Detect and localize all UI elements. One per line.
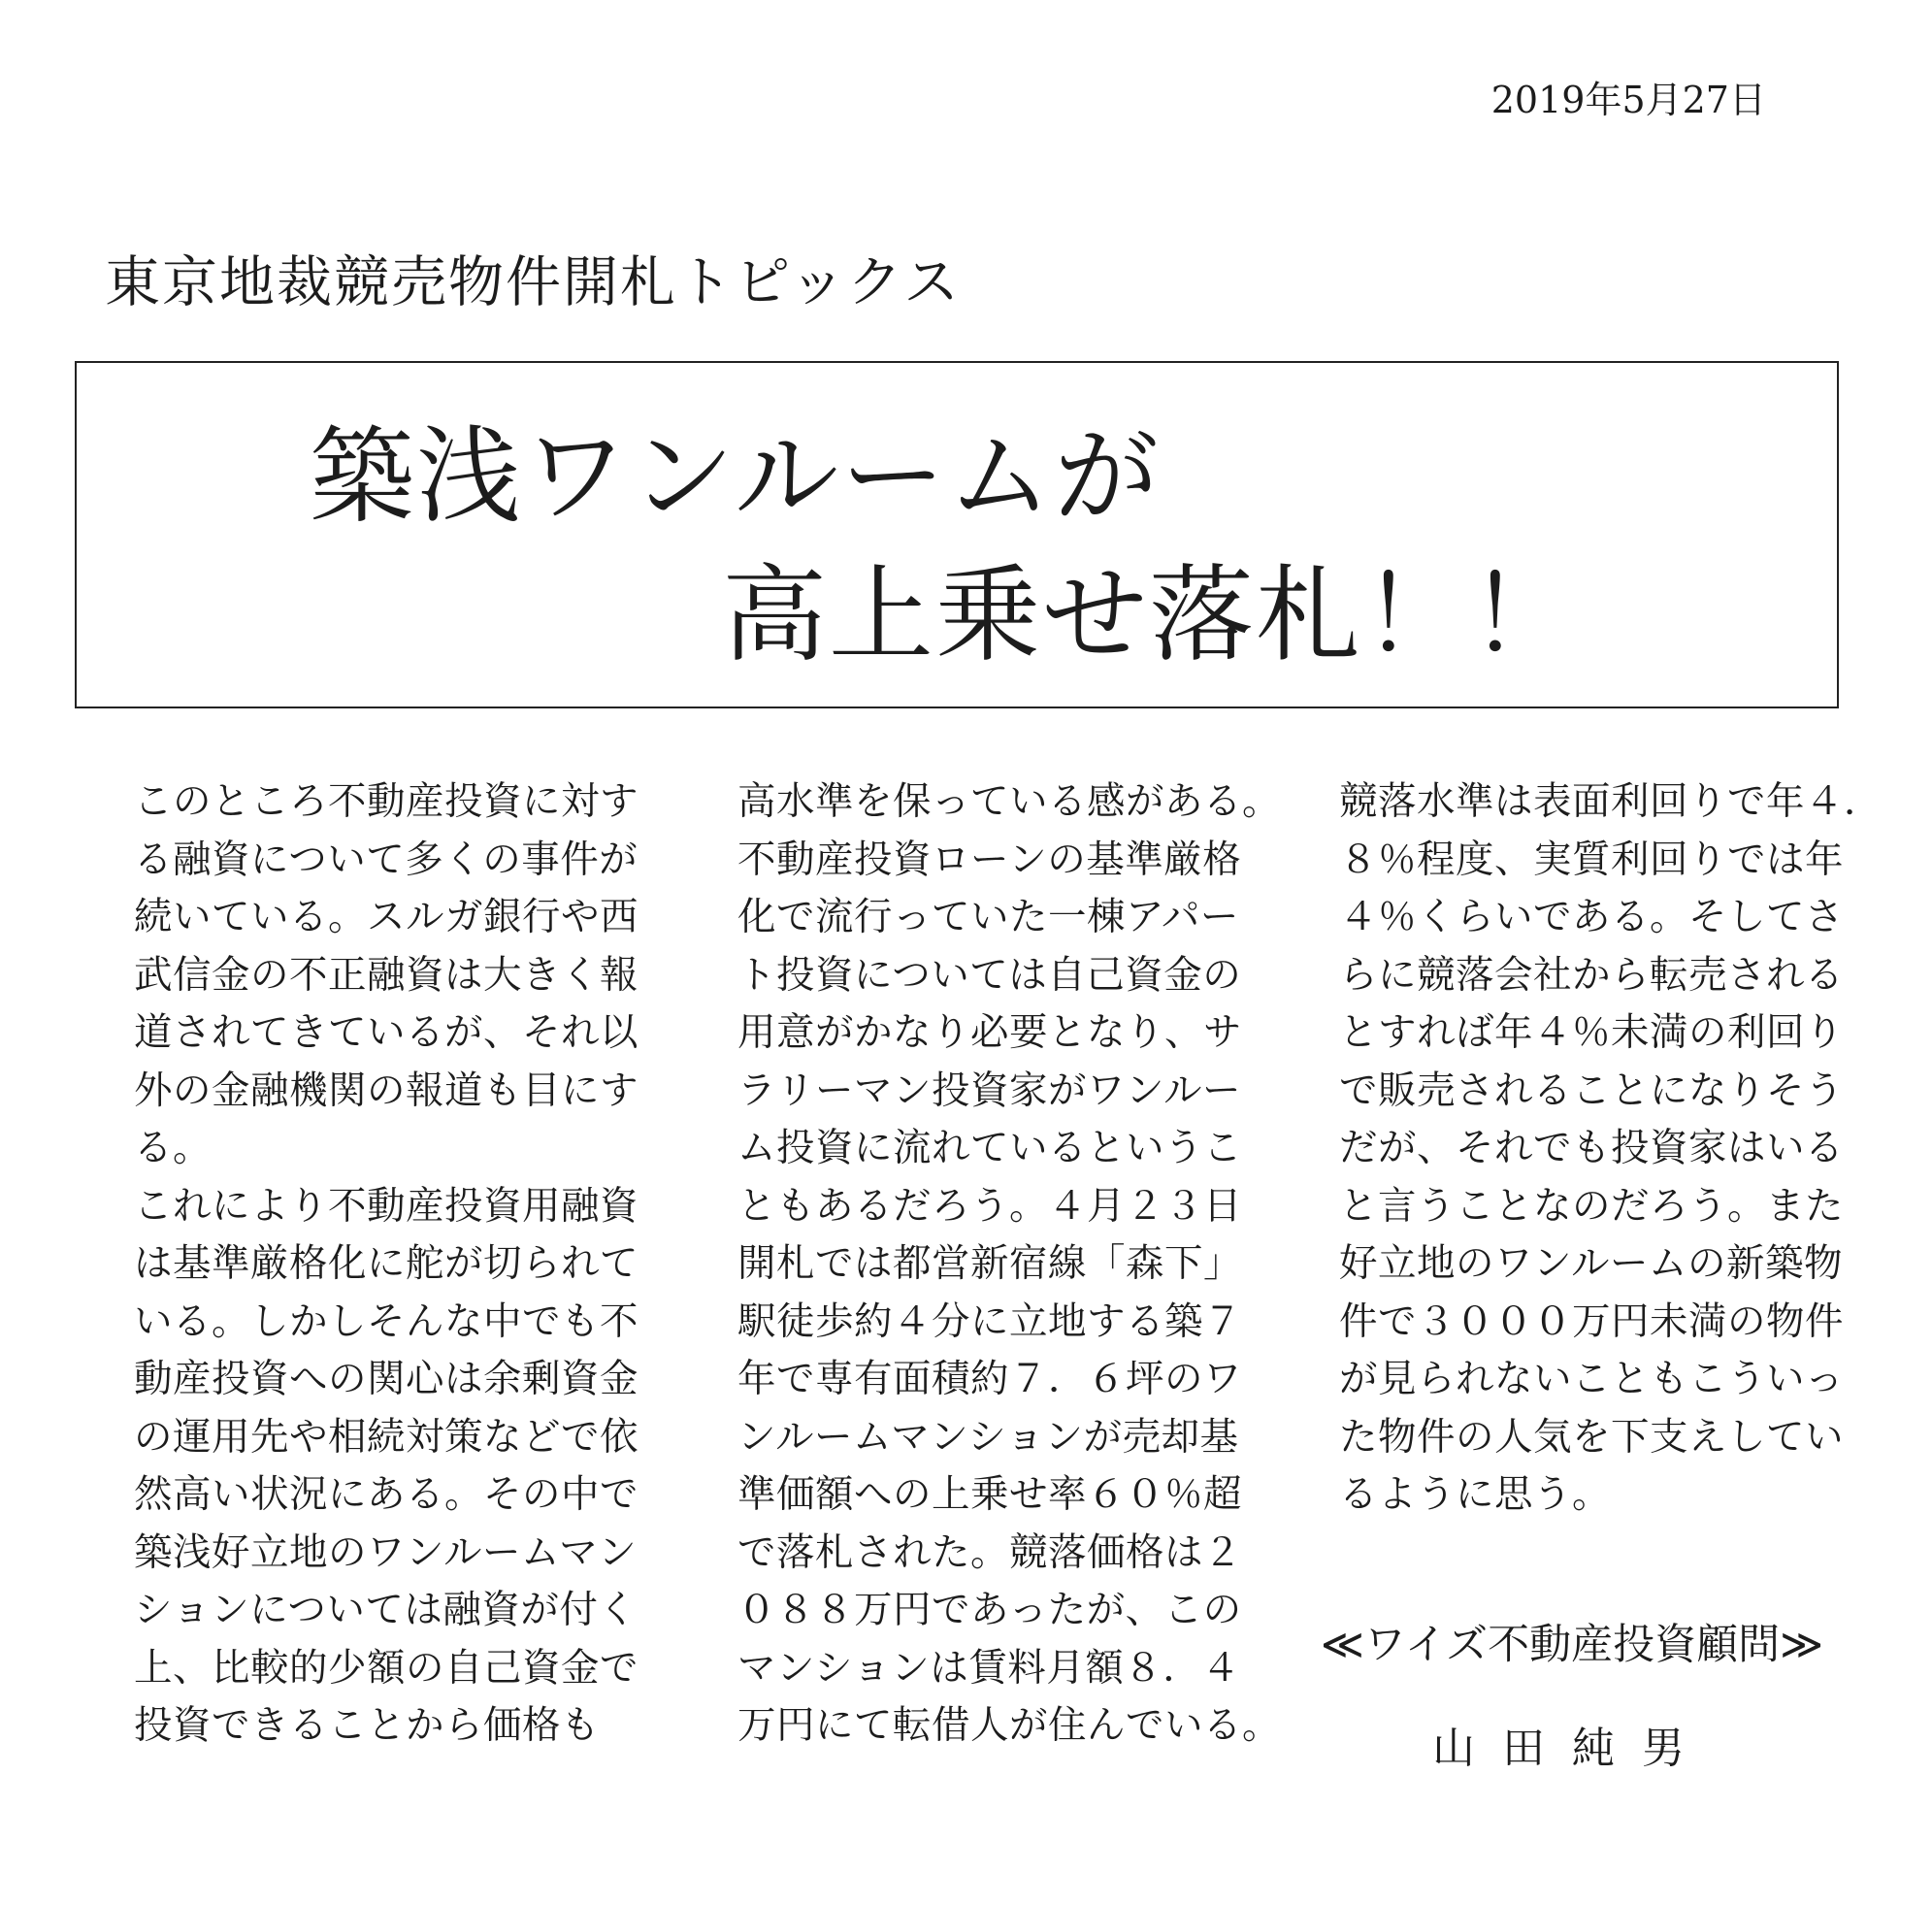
text-line: 準価額への上乗せ率６０％超: [737, 1472, 1242, 1517]
text-line: た物件の人気を下支えしてい: [1339, 1414, 1844, 1460]
text-line: ションについては融資が付く: [134, 1588, 638, 1632]
author-name: 山田純男: [1432, 1724, 1712, 1773]
text-line: 駅徒歩約４分に立地する築７: [737, 1298, 1242, 1344]
headline-box: [75, 361, 1839, 708]
text-line: ラリーマン投資家がワンルー: [737, 1068, 1242, 1113]
text-line: とすれば年４％未満の利回り: [1339, 1010, 1844, 1055]
text-line: 上、比較的少額の自己資金で: [134, 1645, 639, 1691]
text-line: 続いている。スルガ銀行や西: [134, 895, 639, 939]
text-line: ０８８万円であったが、この: [737, 1588, 1242, 1632]
text-line: 好立地のワンルームの新築物: [1339, 1241, 1844, 1286]
text-line: このところ不動産投資に対す: [134, 779, 639, 824]
text-line: 用意がかなり必要となり、サ: [737, 1010, 1242, 1055]
text-line: 件で３０００万円未満の物件: [1339, 1298, 1844, 1344]
text-line: 化で流行っていた一棟アパー: [737, 895, 1239, 939]
text-line: らに競落会社から転売される: [1339, 952, 1844, 998]
text-line: ト投資については自己資金の: [737, 952, 1242, 998]
headline-line-1: 築浅ワンルームが: [310, 416, 1162, 538]
text-line: 万円にて転借人が住んでいる。: [737, 1703, 1281, 1748]
organization-name: ≪ワイズ不動産投資顧問≫: [1320, 1621, 1824, 1669]
text-line: これにより不動産投資用融資: [134, 1183, 639, 1229]
text-line: る融資について多くの事件が: [134, 837, 639, 882]
article-column-2: [737, 773, 1281, 1756]
text-line: 開札では都営新宿線「森下」: [737, 1241, 1242, 1286]
text-line: 築浅好立地のワンルームマン: [134, 1529, 638, 1575]
article-column-3: [1339, 773, 1883, 1525]
text-line: ４％くらいである。そしてさ: [1339, 895, 1844, 939]
text-line: る。: [134, 1126, 212, 1170]
document-date: 2019年5月27日: [1490, 79, 1766, 121]
text-line: 投資できることから価格も: [134, 1703, 600, 1748]
text-line: は基準厳格化に舵が切られて: [134, 1241, 639, 1286]
text-line: と言うことなのだろう。また: [1339, 1183, 1844, 1229]
text-line: マンションは賃料月額８．４: [737, 1645, 1241, 1691]
text-line: 然高い状況にある。その中で: [134, 1472, 639, 1517]
text-line: ともあるだろう。４月２３日: [737, 1183, 1242, 1229]
text-line: 高水準を保っている感がある。: [737, 779, 1281, 824]
headline-line-2: 高上乗せ落札！！: [722, 555, 1577, 676]
text-line: ンルームマンションが売却基: [737, 1414, 1239, 1460]
text-line: 武信金の不正融資は大きく報: [134, 952, 639, 998]
text-line: が見られないこともこういっ: [1339, 1357, 1844, 1401]
text-line: 道されてきているが、それ以: [134, 1010, 639, 1055]
text-line: 外の金融機関の報道も目にす: [134, 1068, 639, 1113]
text-line: だが、それでも投資家はいる: [1339, 1126, 1844, 1170]
text-line: で販売されることになりそう: [1339, 1068, 1844, 1113]
article-column-1: [134, 773, 639, 1756]
text-line: 競落水準は表面利回りで年４．: [1339, 779, 1883, 824]
text-line: るように思う。: [1339, 1472, 1611, 1517]
section-kicker: 東京地裁競売物件開札トピックス: [105, 250, 962, 314]
text-line: の運用先や相続対策などで依: [134, 1414, 639, 1460]
text-line: 不動産投資ローンの基準厳格: [737, 837, 1242, 882]
text-line: いる。しかしそんな中でも不: [134, 1298, 639, 1344]
text-line: ム投資に流れているというこ: [737, 1126, 1242, 1170]
text-line: ８％程度、実質利回りでは年: [1339, 837, 1844, 882]
text-line: 動産投資への関心は余剰資金: [134, 1357, 639, 1401]
text-line: 年で専有面積約７．６坪のワ: [737, 1357, 1242, 1401]
text-line: で落札された。競落価格は２: [737, 1529, 1242, 1575]
